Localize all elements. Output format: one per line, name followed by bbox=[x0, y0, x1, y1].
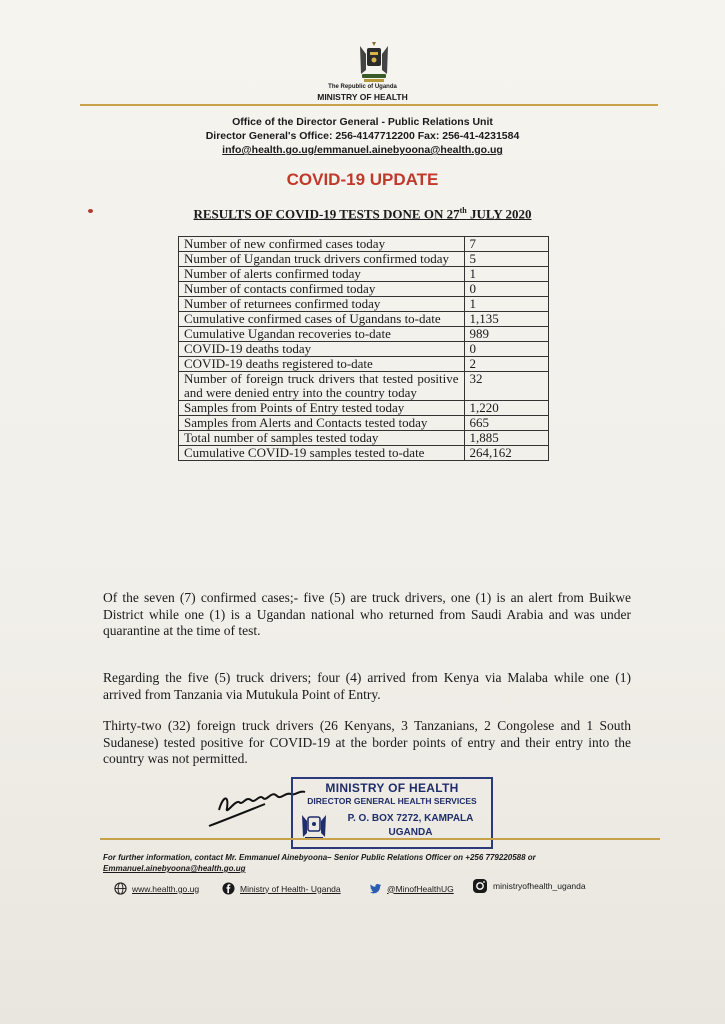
footer-contact-text: For further information, contact Mr. Emmanuel Ainebyoona– Senior Public Relations Officer on +256 779220588 or bbox=[103, 853, 536, 862]
results-heading-suffix: JULY 2020 bbox=[466, 206, 532, 222]
table-cell-value: 2 bbox=[464, 357, 549, 372]
table-cell-label: Number of contacts confirmed today bbox=[179, 282, 465, 297]
table-cell-label: Samples from Alerts and Contacts tested today bbox=[179, 416, 465, 431]
table-cell-label: Number of new confirmed cases today bbox=[179, 237, 465, 252]
globe-icon bbox=[114, 882, 127, 895]
table-cell-label: Number of Ugandan truck drivers confirmed today bbox=[179, 252, 465, 267]
header-divider bbox=[80, 104, 658, 106]
ministry-label: MINISTRY OF HEALTH bbox=[317, 92, 408, 102]
republic-label: The Republic of Uganda bbox=[328, 84, 397, 90]
table-cell-value: 1,220 bbox=[464, 401, 549, 416]
footer-email-link[interactable]: Emmanuel.ainebyoona@health.go.ug bbox=[103, 864, 246, 873]
paragraph-confirmed-cases: Of the seven (7) confirmed cases;- five (5) are truck drivers, one (1) is an alert from Buikwe District while one (1) is a Ugandan national who returned from Saudi Arabia and was under quarantine at the time of test. bbox=[103, 590, 631, 638]
facebook-icon bbox=[222, 882, 235, 895]
table-cell-value: 0 bbox=[464, 282, 549, 297]
table-cell-value: 1,885 bbox=[464, 431, 549, 446]
page-title: COVID-19 UPDATE bbox=[286, 170, 439, 189]
stamp-department: DIRECTOR GENERAL HEALTH SERVICES bbox=[307, 796, 477, 806]
table-cell-label: Total number of samples tested today bbox=[179, 431, 465, 446]
table-cell-value: 989 bbox=[464, 327, 549, 342]
table-row bbox=[179, 342, 549, 357]
table-cell-value: 32 bbox=[464, 372, 549, 401]
table-row bbox=[179, 401, 549, 416]
twitter-link[interactable] bbox=[369, 882, 454, 895]
table-cell-label: Samples from Points of Entry tested today bbox=[179, 401, 465, 416]
results-heading-prefix: RESULTS OF COVID-19 TESTS DONE ON 27 bbox=[193, 206, 460, 222]
stamp-address: P. O. BOX 7272, KAMPALA bbox=[347, 813, 474, 824]
instagram-label: ministryofhealth_uganda bbox=[493, 881, 586, 891]
office-line-2: Director General's Office: 256-4147712200 Fax: 256-41-4231584 bbox=[205, 130, 520, 142]
table-row bbox=[179, 372, 549, 401]
table-cell-value: 0 bbox=[464, 342, 549, 357]
footer-contact bbox=[103, 852, 643, 874]
table-cell-label: Cumulative confirmed cases of Ugandans to-date bbox=[179, 312, 465, 327]
table-row bbox=[179, 252, 549, 267]
instagram-link[interactable] bbox=[472, 878, 586, 894]
table-row bbox=[179, 312, 549, 327]
table-row bbox=[179, 357, 549, 372]
table-row bbox=[179, 431, 549, 446]
instagram-icon bbox=[472, 878, 488, 894]
table-row bbox=[179, 267, 549, 282]
facebook-link[interactable] bbox=[222, 882, 341, 895]
website-label: www.health.go.ug bbox=[132, 883, 200, 894]
table-row bbox=[179, 297, 549, 312]
coat-of-arms-icon bbox=[352, 40, 396, 84]
table-row bbox=[179, 416, 549, 431]
table-cell-value: 264,162 bbox=[464, 446, 549, 461]
table-cell-value: 1 bbox=[464, 267, 549, 282]
paragraph-truck-drivers: Regarding the five (5) truck drivers; four (4) arrived from Kenya via Malaba while one (1) arrived from Tanzania via Mutukula Point of Entry. bbox=[103, 670, 631, 702]
table-cell-label: Number of foreign truck drivers that tested positive and were denied entry into the country today bbox=[179, 372, 465, 401]
table-cell-value: 7 bbox=[464, 237, 549, 252]
facebook-label: Ministry of Health- Uganda bbox=[240, 883, 341, 894]
table-cell-value: 1 bbox=[464, 297, 549, 312]
footer-divider bbox=[100, 838, 660, 840]
table-cell-value: 1,135 bbox=[464, 312, 549, 327]
results-table bbox=[178, 236, 549, 461]
results-heading bbox=[0, 206, 725, 222]
table-cell-value: 665 bbox=[464, 416, 549, 431]
table-cell-label: Cumulative COVID-19 samples tested to-date bbox=[179, 446, 465, 461]
social-links bbox=[114, 878, 634, 900]
table-row bbox=[179, 282, 549, 297]
table-cell-label: Number of returnees confirmed today bbox=[179, 297, 465, 312]
website-link[interactable] bbox=[114, 882, 199, 895]
table-row bbox=[179, 446, 549, 461]
office-line-1: Office of the Director General - Public Relations Unit bbox=[232, 116, 493, 128]
table-cell-label: Number of alerts confirmed today bbox=[179, 267, 465, 282]
table-cell-label: COVID-19 deaths today bbox=[179, 342, 465, 357]
table-cell-value: 5 bbox=[464, 252, 549, 267]
stamp-title: MINISTRY OF HEALTH bbox=[325, 781, 459, 795]
paragraph-foreign-drivers: Thirty-two (32) foreign truck drivers (26 Kenyans, 3 Tanzanians, 2 Congolese and 1 South Sudanese) tested positive for COVID-19 at the border points of entry and their entry into the country was not permitted. bbox=[103, 718, 631, 766]
results-heading-sup: th bbox=[459, 206, 467, 215]
table-cell-label: Cumulative Ugandan recoveries to-date bbox=[179, 327, 465, 342]
table-row bbox=[179, 237, 549, 252]
table-cell-label: COVID-19 deaths registered to-date bbox=[179, 357, 465, 372]
table-row bbox=[179, 327, 549, 342]
stamp-country: UGANDA bbox=[388, 827, 433, 838]
twitter-label: @MinofHealthUG bbox=[387, 883, 454, 894]
office-email-line: info@health.go.ug/emmanuel.ainebyoona@health.go.ug bbox=[222, 144, 503, 156]
twitter-icon bbox=[369, 882, 382, 895]
